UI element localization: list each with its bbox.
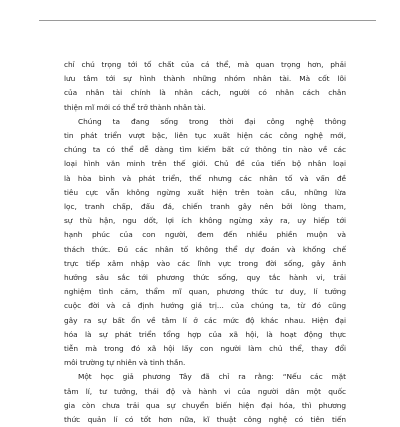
text-line: lọc, tranh chấp, đấu đá, chiến tranh gây nên bởi lòng tham,: [64, 202, 346, 212]
text-line: thức quản lí có tốt hơn nữa, kĩ thuật công nghệ có tiên tiến: [64, 415, 346, 425]
text-line: chỉ chú trọng tới tố chất của cá thể, mà quan trọng hơn, phải: [64, 60, 346, 69]
body-text: [64, 58, 346, 427]
text-line: Một học giả phương Tây đã chỉ ra rằng: “Nếu các mặt: [78, 372, 346, 382]
text-line: lưu tâm tới sự hình thành những nhóm nhân tài. Mà cốt lõi: [64, 74, 346, 84]
text-line: chúng ta có thể dễ dàng tìm kiếm bất cứ thông tin nào về các: [64, 145, 346, 155]
text-line: cuộc đời và cả định hướng giá trị... của chúng ta, từ đó cũng: [64, 301, 346, 311]
text-line: tin phát triển vượt bậc, liên tục xuất hiện các công nghệ mới,: [64, 131, 346, 141]
text-line: tiễn mà trong đó xã hội lấy con người làm chủ thể, thay đổi: [64, 344, 346, 354]
text-line: của nhân tài chính là nhân cách, người có nhân cách chân: [64, 88, 346, 98]
text-line: tiêu cực vẫn không ngừng xuất hiện trên toàn cầu, những lừa: [64, 187, 346, 197]
text-line: thiện mĩ mới có thể trở thành nhân tài.: [64, 102, 206, 112]
text-line: Chúng ta đang sống trong thời đại công nghệ thông: [78, 116, 346, 126]
text-line: môi trường tự nhiên và tinh thần.: [64, 358, 186, 368]
text-line: hóa là sự phát triển tổng hợp của xã hội, là hoạt động thực: [64, 329, 346, 339]
text-line: gây ra sự bất ổn về tâm lí ở các mức độ khác nhau. Hiện đại: [64, 315, 346, 325]
text-line: hưởng sâu sắc tới phương thức sống, quy tắc hành vi, trải: [64, 273, 346, 283]
text-line: hạnh phúc của con người, đem đến nhiều phiền muộn và: [64, 230, 346, 240]
text-line: tâm lí, tư tưởng, thái độ và hành vi của người dân một quốc: [64, 386, 346, 396]
text-line: trực tiếp xâm nhập vào các lĩnh vực trong đời sống, gây ảnh: [64, 258, 346, 268]
text-line: là hòa bình và phát triển, thế nhưng các nhân tố và vấn đề: [64, 173, 346, 183]
text-line: gia còn chưa trải qua sự chuyển biến hiện đại hóa, thì phương: [64, 400, 346, 410]
header-rule: [39, 20, 376, 21]
text-line: sự thù hận, ngu dốt, lợi ích không ngừng xảy ra, uy hiếp tới: [64, 216, 346, 226]
text-line: loại hình văn minh trên thế giới. Chủ đề của tiến bộ nhân loại: [64, 159, 346, 169]
text-line: thách thức. Đủ các nhân tố không thể dự đoán và khống chế: [64, 244, 346, 254]
text-line: nghiệm tình cảm, thẩm mĩ quan, phương thức tư duy, lí tưởng: [64, 287, 346, 297]
